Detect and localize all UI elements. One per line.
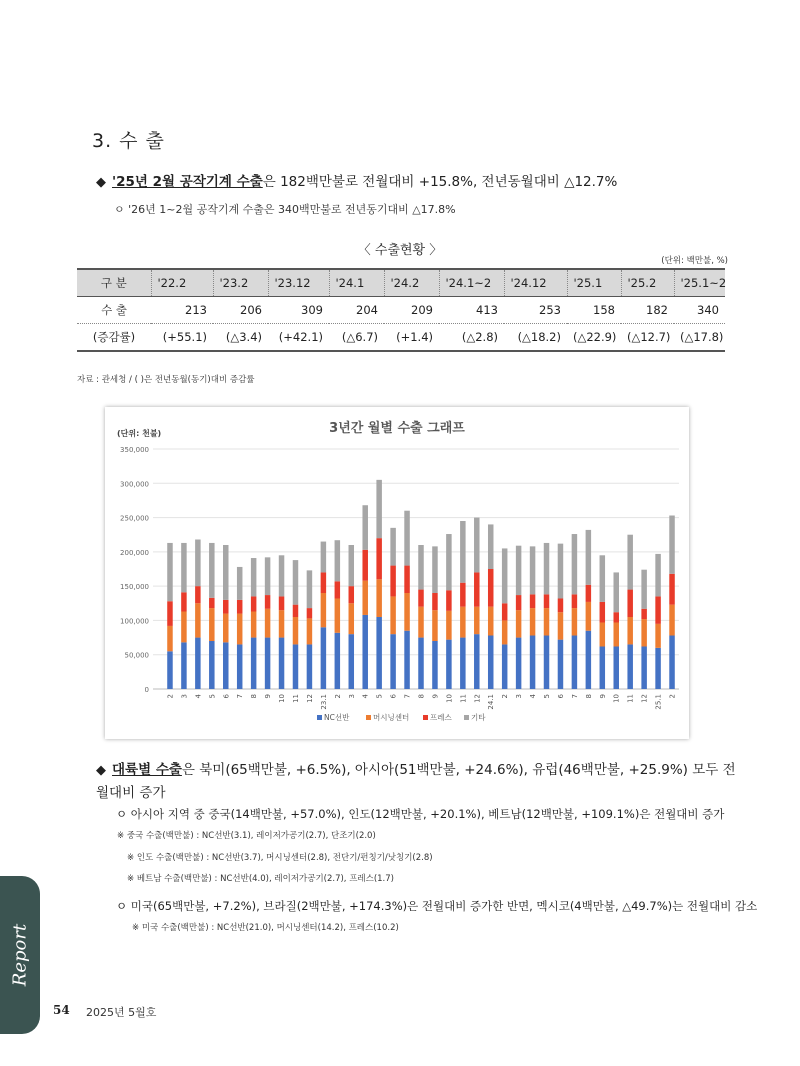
bar-segment (223, 600, 229, 614)
bar-segment (251, 596, 257, 611)
bar-segment (474, 572, 480, 606)
bar-segment (544, 636, 550, 689)
table-cell: (△3.4) (213, 324, 268, 352)
bar-segment (600, 622, 606, 646)
bar-segment (516, 638, 522, 689)
table-header-cell: '25.2 (621, 269, 674, 297)
bar-segment (641, 570, 647, 609)
table-cell: 253 (504, 297, 567, 324)
table-cell: (△6.7) (329, 324, 384, 352)
bar-segment (655, 648, 661, 689)
bar-segment (572, 534, 578, 594)
legend-label: 기타 (471, 713, 486, 722)
monthly-export-chart (105, 407, 689, 739)
bar-segment (307, 570, 313, 608)
x-tick-label: 7 (236, 694, 245, 699)
legend-swatch (317, 715, 322, 720)
bar-segment (432, 546, 438, 593)
bar-segment (279, 596, 285, 610)
bar-segment (655, 596, 661, 623)
bar-segment (390, 528, 396, 566)
y-tick-label: 250,000 (120, 514, 149, 523)
bar-segment (307, 608, 313, 618)
bar-segment (362, 550, 368, 581)
x-tick-label: 3 (347, 694, 356, 699)
legend-swatch (423, 715, 428, 720)
bar-segment (321, 593, 327, 627)
bar-segment (265, 595, 271, 609)
table-header-cell: '25.1 (567, 269, 621, 297)
chart-unit-label: (단위: 천불) (117, 429, 162, 438)
bar-segment (572, 594, 578, 608)
bar-segment (209, 641, 215, 689)
bar-segment (613, 622, 619, 646)
x-tick-label: 3 (180, 694, 189, 699)
table-header-cell: 구 분 (77, 269, 151, 297)
bar-segment (600, 555, 606, 602)
x-tick-label: 8 (250, 694, 259, 699)
bar-segment (362, 505, 368, 550)
bar-segment (627, 617, 633, 644)
bar-segment (418, 638, 424, 689)
bar-segment (404, 631, 410, 689)
report-tab-label: Report (9, 923, 31, 987)
bar-segment (349, 603, 355, 634)
table-cell: 413 (439, 297, 504, 324)
bar-segment (209, 598, 215, 608)
bar-segment (586, 530, 592, 585)
table-header-row (77, 269, 725, 297)
bar-segment (237, 567, 243, 600)
table-cell: 340 (674, 297, 725, 324)
bar-segment (335, 581, 341, 598)
bar-segment (530, 608, 536, 635)
table-cell: (+55.1) (151, 324, 213, 352)
section-title: 3. 수 출 (92, 130, 165, 152)
bar-segment (181, 642, 187, 689)
headline-rest: 은 182백만불로 전월대비 +15.8%, 전년동월대비 △12.7% (262, 174, 618, 190)
table-header-cell: '24.2 (384, 269, 439, 297)
bar-segment (460, 607, 466, 638)
bar-segment (530, 594, 536, 608)
bar-segment (446, 640, 452, 689)
table-header-cell: '24.1 (329, 269, 384, 297)
bar-segment (641, 619, 647, 646)
bar-segment (502, 620, 508, 644)
bar-segment (669, 574, 675, 605)
bar-segment (488, 607, 494, 636)
bar-segment (223, 642, 229, 689)
y-tick-label: 350,000 (120, 446, 149, 454)
x-tick-label: 25.1 (654, 694, 663, 710)
legend-label: 프레스 (430, 713, 452, 722)
y-tick-label: 200,000 (120, 548, 149, 557)
bar-segment (446, 590, 452, 611)
table-cell: 182 (621, 297, 674, 324)
bar-segment (613, 612, 619, 622)
bar-segment (655, 554, 661, 597)
bar-segment (558, 640, 564, 689)
bar-segment (321, 542, 327, 573)
table-cell: (△2.8) (439, 324, 504, 352)
bar-segment (237, 644, 243, 689)
bar-segment (627, 535, 633, 590)
x-tick-label: 10 (278, 694, 287, 703)
bar-segment (460, 583, 466, 607)
bar-segment (627, 590, 633, 617)
bar-segment (181, 543, 187, 592)
bar-segment (502, 548, 508, 603)
bar-segment (418, 545, 424, 590)
table-row-change (77, 324, 725, 352)
bar-segment (223, 614, 229, 643)
bar-segment (209, 543, 215, 598)
y-tick-label: 50,000 (124, 651, 149, 660)
bar-segment (544, 543, 550, 594)
bar-segment (641, 646, 647, 689)
bar-segment (530, 546, 536, 594)
table-header-cell: '24.1~2 (439, 269, 504, 297)
bar-segment (307, 618, 313, 644)
x-tick-label: 2 (668, 694, 677, 699)
bar-segment (488, 524, 494, 569)
bar-segment (586, 585, 592, 602)
table-cell: (△17.8) (674, 324, 725, 352)
table-source-note: 자료 : 관세청 / ( )은 전년동월(동기)대비 증감률 (77, 375, 255, 385)
x-tick-label: 2 (166, 694, 175, 699)
x-tick-label: 10 (612, 694, 621, 703)
bar-segment (349, 634, 355, 689)
bar-segment (293, 617, 299, 644)
bar-segment (335, 633, 341, 689)
continent-underlined: 대륙별 수출 (112, 762, 182, 778)
bar-segment (613, 572, 619, 612)
bar-segment (237, 614, 243, 645)
bar-segment (460, 521, 466, 583)
chart-title: 3년간 월별 수출 그래프 (329, 421, 465, 436)
legend-swatch (464, 715, 469, 720)
bar-segment (167, 543, 173, 601)
x-tick-label: 4 (361, 694, 370, 699)
bar-segment (390, 634, 396, 689)
x-tick-label: 5 (375, 694, 384, 699)
table-cell: 204 (329, 297, 384, 324)
report-side-tab (0, 876, 40, 1034)
bar-segment (404, 511, 410, 566)
bar-segment (432, 641, 438, 689)
table-header-cell: '23.12 (268, 269, 329, 297)
bar-segment (335, 598, 341, 632)
bar-segment (167, 651, 173, 689)
x-tick-label: 10 (445, 694, 454, 703)
china-note: ※ 중국 수출(백만불) : NC선반(3.1), 레이저가공기(2.7), 단조기(2.0) (117, 831, 376, 841)
table-row-label: (증감률) (77, 324, 151, 352)
americas-line: ㅇ 미국(65백만불, +7.2%), 브라질(2백만불, +174.3%)은 전월대비 증가한 반면, 멕시코(4백만불, △49.7%)는 전월대비 감소 (116, 899, 758, 913)
x-tick-label: 12 (640, 694, 649, 703)
bar-segment (544, 594, 550, 608)
x-tick-label: 8 (417, 694, 426, 699)
bar-segment (321, 572, 327, 593)
bar-segment (530, 636, 536, 689)
table-cell: 213 (151, 297, 213, 324)
bar-segment (502, 603, 508, 620)
x-tick-label: 2 (333, 694, 342, 699)
bar-segment (181, 612, 187, 643)
bar-segment (572, 608, 578, 635)
x-tick-label: 5 (543, 694, 552, 699)
bar-segment (404, 566, 410, 593)
bar-segment (502, 644, 508, 689)
table-row-exports (77, 297, 725, 324)
vietnam-note: ※ 베트남 수출(백만불) : NC선반(4.0), 레이저가공기(2.7), 프레스(1.7) (127, 874, 394, 884)
bar-segment (558, 544, 564, 599)
bar-segment (335, 540, 341, 581)
bar-segment (265, 609, 271, 638)
headline-underlined: '25년 2월 공작기계 수출 (112, 174, 263, 190)
bar-segment (307, 644, 313, 689)
bar-segment (362, 615, 368, 689)
page-number: 54 (53, 1003, 70, 1017)
table-cell: 209 (384, 297, 439, 324)
usa-note: ※ 미국 수출(백만불) : NC선반(21.0), 머시닝센터(14.2), 프레스(10.2) (132, 923, 399, 933)
bar-segment (669, 516, 675, 574)
x-tick-label: 9 (431, 694, 440, 699)
bar-segment (265, 557, 271, 595)
bar-segment (446, 534, 452, 590)
table-cell: (+1.4) (384, 324, 439, 352)
bar-segment (251, 612, 257, 638)
bar-segment (376, 480, 382, 538)
bar-segment (544, 608, 550, 635)
bar-segment (474, 607, 480, 634)
bar-segment (600, 602, 606, 623)
cumulative-export-line: ㅇ '26년 1~2월 공작기계 수출은 340백만불로 전년동기대비 △17.8% (114, 203, 456, 216)
bar-segment (195, 603, 201, 637)
continent-export-paragraph (96, 759, 736, 804)
bar-segment (181, 592, 187, 611)
bar-segment (627, 644, 633, 689)
bar-segment (251, 558, 257, 596)
bar-segment (474, 518, 480, 573)
x-tick-label: 9 (264, 694, 273, 699)
bar-segment (390, 596, 396, 634)
bar-segment (418, 607, 424, 638)
y-tick-label: 150,000 (120, 583, 149, 592)
bar-segment (362, 581, 368, 615)
bar-segment (516, 610, 522, 637)
bar-segment (572, 636, 578, 689)
bar-segment (376, 538, 382, 579)
bar-segment (474, 634, 480, 689)
bar-segment (418, 590, 424, 607)
table-row-label: 수 출 (77, 297, 151, 324)
x-tick-label: 4 (529, 694, 538, 699)
x-tick-label: 11 (626, 694, 635, 703)
bar-segment (460, 638, 466, 689)
bar-segment (349, 586, 355, 603)
x-tick-label: 11 (291, 694, 300, 703)
table-cell: (△12.7) (621, 324, 674, 352)
table-cell: 206 (213, 297, 268, 324)
x-tick-label: 3 (515, 694, 524, 699)
bar-segment (293, 644, 299, 689)
bar-segment (488, 636, 494, 689)
bar-segment (669, 605, 675, 636)
bar-segment (376, 579, 382, 617)
y-tick-label: 100,000 (120, 617, 149, 626)
bar-segment (279, 555, 285, 596)
bar-segment (655, 624, 661, 648)
bar-segment (446, 611, 452, 640)
bar-segment (586, 631, 592, 689)
export-status-table (77, 268, 725, 352)
legend-swatch (366, 715, 371, 720)
bar-segment (279, 610, 285, 637)
x-tick-label: 12 (473, 694, 482, 703)
table-title: 〈 수출현황 〉 (357, 243, 443, 258)
bar-segment (321, 627, 327, 689)
table-header-cell: '25.1~2 (674, 269, 725, 297)
bar-segment (516, 595, 522, 610)
table-cell: (+42.1) (268, 324, 329, 352)
x-tick-label: 11 (459, 694, 468, 703)
table-cell: 309 (268, 297, 329, 324)
y-tick-label: 0 (144, 686, 149, 694)
bar-segment (293, 605, 299, 617)
bar-segment (613, 646, 619, 689)
bar-segment (586, 602, 592, 631)
x-tick-label: 24.1 (487, 694, 496, 710)
bar-segment (237, 600, 243, 614)
asia-line: ㅇ 아시아 지역 중 중국(14백만불, +57.0%), 인도(12백만불, +20.1%), 베트남(12백만불, +109.1%)은 전월대비 증가 (116, 807, 725, 821)
export-headline (96, 170, 617, 190)
table-cell: (△18.2) (504, 324, 567, 352)
table-cell: 158 (567, 297, 621, 324)
continent-rest: 은 북미(65백만불, +6.5%), 아시아(51백만불, +24.6%), 유럽(46백만불, +25.9%) 모두 전월대비 증가 (96, 762, 736, 801)
legend-label: NC선반 (324, 713, 350, 722)
bar-segment (488, 569, 494, 607)
x-tick-label: 7 (570, 694, 579, 699)
bar-segment (167, 601, 173, 626)
bar-segment (349, 545, 355, 586)
bar-segment (432, 610, 438, 641)
bar-segment (404, 593, 410, 631)
bar-segment (167, 626, 173, 651)
bar-segment (223, 545, 229, 600)
legend-label: 머시닝센터 (373, 713, 410, 722)
bar-segment (669, 636, 675, 689)
bar-segment (641, 609, 647, 619)
table-header-cell: '22.2 (151, 269, 213, 297)
diamond-bullet-icon: ◆ (96, 763, 106, 778)
bar-segment (251, 638, 257, 689)
bar-segment (195, 638, 201, 689)
x-tick-label: 4 (194, 694, 203, 699)
table-header-cell: '24.12 (504, 269, 567, 297)
x-tick-label: 23.1 (319, 694, 328, 710)
x-tick-label: 12 (305, 694, 314, 703)
bar-segment (558, 612, 564, 639)
diamond-bullet-icon: ◆ (96, 175, 106, 190)
chart-svg (105, 407, 689, 739)
bar-segment (293, 560, 299, 605)
bar-segment (209, 608, 215, 641)
x-tick-label: 6 (556, 694, 565, 699)
bar-segment (390, 566, 396, 597)
issue-label: 2025년 5월호 (86, 1006, 157, 1019)
x-tick-label: 5 (208, 694, 217, 699)
x-tick-label: 9 (598, 694, 607, 699)
bar-segment (432, 593, 438, 610)
x-tick-label: 6 (389, 694, 398, 699)
bar-segment (600, 646, 606, 689)
bar-segment (265, 638, 271, 689)
bar-segment (195, 586, 201, 603)
x-tick-label: 7 (403, 694, 412, 699)
table-cell: (△22.9) (567, 324, 621, 352)
india-note: ※ 인도 수출(백만불) : NC선반(3.7), 머시닝센터(2.8), 전단기/펀칭기/낫칭기(2.8) (127, 853, 433, 863)
y-tick-label: 300,000 (120, 480, 149, 489)
x-tick-label: 8 (584, 694, 593, 699)
bar-segment (195, 540, 201, 587)
bar-segment (279, 638, 285, 689)
table-unit: (단위: 백만불, %) (661, 256, 728, 266)
bar-segment (376, 617, 382, 689)
bar-segment (558, 598, 564, 612)
bar-segment (516, 546, 522, 595)
table-header-cell: '23.2 (213, 269, 268, 297)
x-tick-label: 6 (222, 694, 231, 699)
x-tick-label: 2 (501, 694, 510, 699)
